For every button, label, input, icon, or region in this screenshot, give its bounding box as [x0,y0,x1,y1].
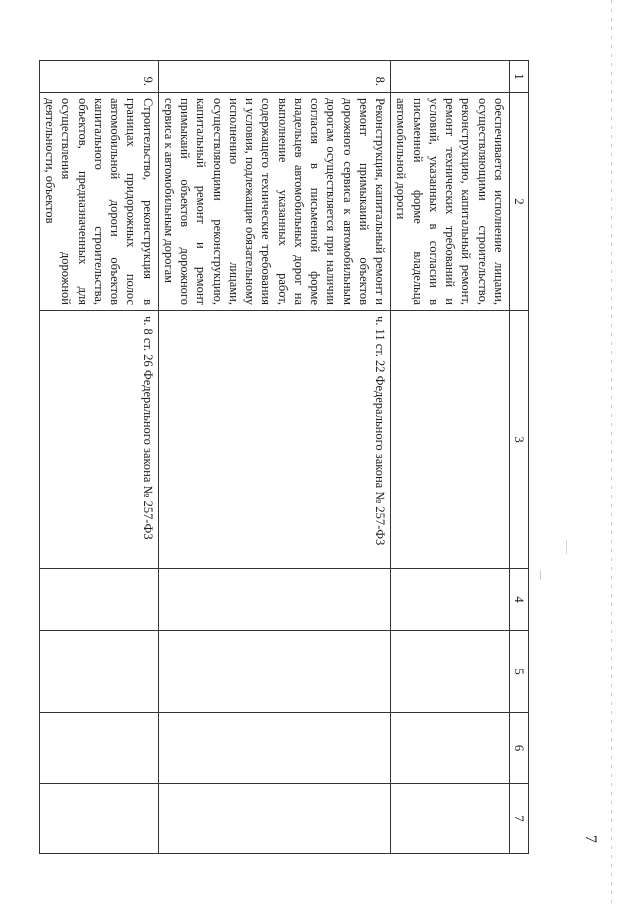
legal-reference: ч. 11 ст. 22 Федерального закона № 257-ФЗ [158,311,391,569]
table-cell [40,631,159,713]
header-cell: 5 [510,631,529,713]
table-cell [391,569,510,631]
table-row [158,61,391,854]
requirement-text: обеспечивается исполнение лицами, осуществляющими строительство, реконструкцию, капитальный ремонт, ремонт технических требований и условий, указанных в согласии в письменной форме владельца автомобильной дороги [391,93,510,311]
legal-reference [391,311,510,569]
header-cell: 3 [510,311,529,569]
table-cell [391,631,510,713]
table-row [391,61,510,854]
header-row [510,61,529,854]
table-cell [40,784,159,854]
row-number: 9. [40,61,159,93]
row-number [391,61,510,93]
header-cell: 6 [510,713,529,784]
table-cell [40,569,159,631]
requirement-text: Реконструкция, капитальный ремонт и ремонт примыкаиий объектов дорожного сервиса к автомобильным дорогам осуществляется при наличии согласия в письменной форме владельцев автомобильных дорог на выполнение указанных работ, содержащего технические требования и условия, подлежащие обязательному исполнению лицами, осуществляющими реконструкцию, капитальный ремонт и ремонт примыкаий объектов дорожного сервиса к автомобильным дорогам [158,93,391,311]
scan-speck [540,570,541,580]
table-cell [158,569,391,631]
header-cell: 4 [510,569,529,631]
legal-reference: ч. 8 ст. 26 Федерального закона № 257-ФЗ [40,311,159,569]
page-number: 7 [582,835,599,843]
table-row [40,61,159,854]
header-cell: 1 [510,61,529,93]
table-cell [391,784,510,854]
requirements-table [39,60,529,854]
scan-speck [566,540,567,554]
scan-margin-line [611,0,612,905]
table-cell [40,713,159,784]
header-cell: 2 [510,93,529,311]
table-cell [158,784,391,854]
table-cell [158,631,391,713]
header-cell: 7 [510,784,529,854]
row-number: 8. [158,61,391,93]
rotated-table-sheet [43,60,529,853]
table-cell [391,713,510,784]
requirement-text: Строительство, реконструкция в границах придорожных полос автомобильной дороги объектов капитального строительства, объектов, предназначенных для осуществления дорожной деятельности, объектов [40,93,159,311]
table-cell [158,713,391,784]
